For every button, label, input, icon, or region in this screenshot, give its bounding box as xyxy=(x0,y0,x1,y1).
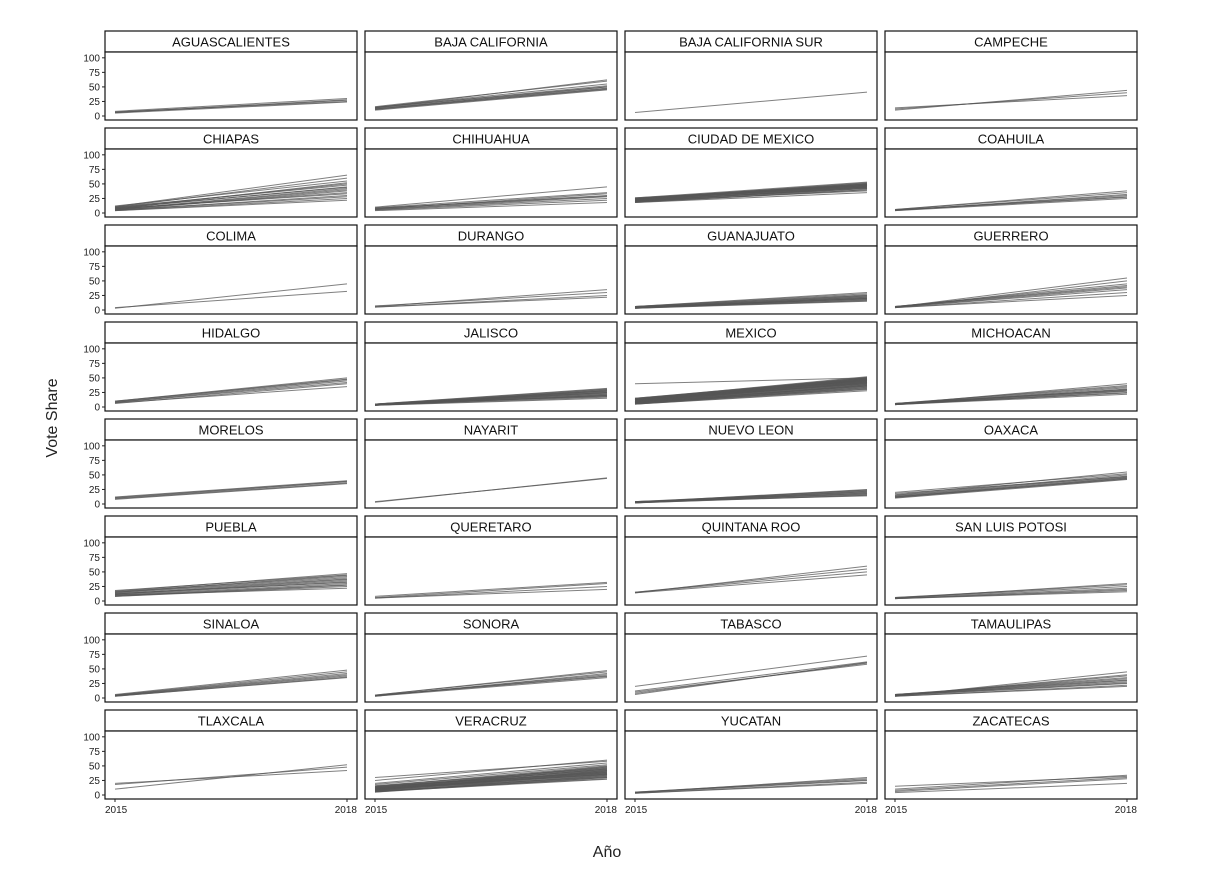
x-tick-label: 2015 xyxy=(105,805,128,816)
facet-strip-label: JALISCO xyxy=(463,325,519,341)
y-tick-label: 0 xyxy=(94,208,100,220)
y-tick-label: 50 xyxy=(88,567,100,579)
facet-panel xyxy=(885,710,1137,816)
facet-panel xyxy=(83,322,357,414)
y-tick-label: 100 xyxy=(83,538,100,550)
facet-plot-area xyxy=(105,731,357,799)
y-tick-label: 50 xyxy=(88,664,100,676)
facet-panel xyxy=(625,613,877,702)
facet-strip-label: SONORA xyxy=(462,616,520,632)
y-tick-label: 100 xyxy=(83,150,100,162)
x-tick-label: 2018 xyxy=(334,805,357,816)
y-tick-label: 75 xyxy=(88,358,100,370)
y-tick-label: 75 xyxy=(88,67,100,79)
y-tick-label: 0 xyxy=(94,305,100,317)
y-tick-label: 0 xyxy=(94,499,100,511)
facet-plot-area xyxy=(365,440,617,508)
x-tick-label: 2018 xyxy=(1114,805,1137,816)
facet-panel xyxy=(885,419,1137,508)
facet-strip-label: ZACATECAS xyxy=(972,713,1050,729)
y-tick-label: 0 xyxy=(94,111,100,123)
y-tick-label: 50 xyxy=(88,276,100,288)
facet-strip-label: AGUASCALIENTES xyxy=(172,34,290,50)
facet-panel xyxy=(365,31,617,120)
facet-panel xyxy=(625,31,877,120)
facet-panel xyxy=(83,31,357,123)
facet-plot-area xyxy=(885,440,1137,508)
y-tick-label: 50 xyxy=(88,761,100,773)
facet-strip-label: SINALOA xyxy=(202,616,260,632)
facet-plot-area xyxy=(105,246,357,314)
facet-panel xyxy=(365,322,617,411)
facet-strip-label: NAYARIT xyxy=(463,422,519,438)
facet-strip-label: TAMAULIPAS xyxy=(970,616,1052,632)
facet-panel xyxy=(885,322,1137,411)
y-tick-label: 100 xyxy=(83,732,100,744)
y-tick-label: 25 xyxy=(88,581,100,593)
y-tick-label: 100 xyxy=(83,247,100,259)
y-tick-label: 25 xyxy=(88,96,100,108)
facet-plot-area xyxy=(885,343,1137,411)
facet-strip-label: YUCATAN xyxy=(720,713,782,729)
y-tick-label: 75 xyxy=(88,552,100,564)
facet-panel xyxy=(885,613,1137,702)
facet-strip-label: HIDALGO xyxy=(201,325,261,341)
facet-strip-label: PUEBLA xyxy=(205,519,257,535)
facet-panel xyxy=(83,516,357,608)
facet-panel xyxy=(83,419,357,511)
facet-plot-area xyxy=(885,52,1137,120)
y-tick-label: 25 xyxy=(88,775,100,787)
facet-panel xyxy=(885,128,1137,217)
facet-strip-label: BAJA CALIFORNIA xyxy=(434,34,548,50)
facet-strip-label: CHIHUAHUA xyxy=(452,131,530,147)
facet-strip-label: DURANGO xyxy=(457,228,525,244)
facet-strip-label: CAMPECHE xyxy=(974,34,1048,50)
facet-panel xyxy=(83,225,357,317)
facet-strip-label: TABASCO xyxy=(720,616,782,632)
x-axis-title: Año xyxy=(592,844,622,861)
facet-panel xyxy=(885,516,1137,605)
y-tick-label: 75 xyxy=(88,455,100,467)
y-tick-label: 25 xyxy=(88,387,100,399)
y-tick-label: 0 xyxy=(94,596,100,608)
facet-panel xyxy=(885,31,1137,120)
facet-strip-label: NUEVO LEON xyxy=(708,422,794,438)
x-tick-label: 2018 xyxy=(594,805,617,816)
facet-strip-label: QUINTANA ROO xyxy=(701,519,801,535)
facet-panel xyxy=(365,419,617,508)
facet-panel xyxy=(625,225,877,314)
facet-strip-label: BAJA CALIFORNIA SUR xyxy=(679,34,823,50)
y-tick-label: 100 xyxy=(83,344,100,356)
facet-strip-label: OAXACA xyxy=(983,422,1039,438)
facet-plot-area xyxy=(625,537,877,605)
facet-strip-label: TLAXCALA xyxy=(197,713,265,729)
facet-panel xyxy=(365,516,617,605)
facet-plot-area xyxy=(365,246,617,314)
facet-strip-label: COLIMA xyxy=(206,228,256,244)
facet-strip-label: MEXICO xyxy=(725,325,777,341)
facet-panel xyxy=(365,225,617,314)
y-tick-label: 100 xyxy=(83,53,100,65)
facet-panel xyxy=(885,225,1137,314)
facet-strip-label: CHIAPAS xyxy=(202,131,260,147)
facet-panel xyxy=(625,322,877,411)
y-tick-label: 25 xyxy=(88,678,100,690)
y-tick-label: 75 xyxy=(88,164,100,176)
y-tick-label: 0 xyxy=(94,693,100,705)
y-tick-label: 50 xyxy=(88,470,100,482)
y-axis-title: Vote Share xyxy=(44,378,61,458)
panel-grid xyxy=(83,31,1137,816)
facet-panel xyxy=(365,710,617,816)
y-tick-label: 50 xyxy=(88,179,100,191)
facet-panel xyxy=(83,128,357,220)
facet-strip-label: GUANAJUATO xyxy=(707,228,795,244)
y-tick-label: 50 xyxy=(88,373,100,385)
facet-strip-label: VERACRUZ xyxy=(455,713,527,729)
facet-strip-label: COAHUILA xyxy=(977,131,1045,147)
facet-plot-area xyxy=(625,149,877,217)
facet-plot-area xyxy=(365,52,617,120)
y-tick-label: 0 xyxy=(94,402,100,414)
x-tick-label: 2015 xyxy=(625,805,648,816)
x-tick-label: 2015 xyxy=(365,805,388,816)
x-tick-label: 2015 xyxy=(885,805,908,816)
x-tick-label: 2018 xyxy=(854,805,877,816)
y-tick-label: 75 xyxy=(88,746,100,758)
y-tick-label: 100 xyxy=(83,441,100,453)
facet-panel xyxy=(83,613,357,705)
y-tick-label: 25 xyxy=(88,290,100,302)
y-tick-label: 25 xyxy=(88,484,100,496)
facet-strip-label: SAN LUIS POTOSI xyxy=(955,519,1067,535)
facet-panel xyxy=(625,710,877,816)
facet-panel xyxy=(625,128,877,217)
y-tick-label: 75 xyxy=(88,261,100,273)
y-tick-label: 75 xyxy=(88,649,100,661)
y-tick-label: 50 xyxy=(88,82,100,94)
facet-strip-label: MICHOACAN xyxy=(971,325,1051,341)
facet-strip-label: MORELOS xyxy=(198,422,264,438)
y-tick-label: 25 xyxy=(88,193,100,205)
facet-panel xyxy=(625,419,877,508)
facet-strip-label: QUERETARO xyxy=(450,519,532,535)
facet-panel xyxy=(83,710,357,816)
y-tick-label: 100 xyxy=(83,635,100,647)
facet-panel xyxy=(625,516,877,605)
facet-panel xyxy=(365,613,617,702)
facet-strip-label: GUERRERO xyxy=(973,228,1049,244)
y-tick-label: 0 xyxy=(94,790,100,802)
facet-strip-label: CIUDAD DE MEXICO xyxy=(687,131,815,147)
facet-panel xyxy=(365,128,617,217)
